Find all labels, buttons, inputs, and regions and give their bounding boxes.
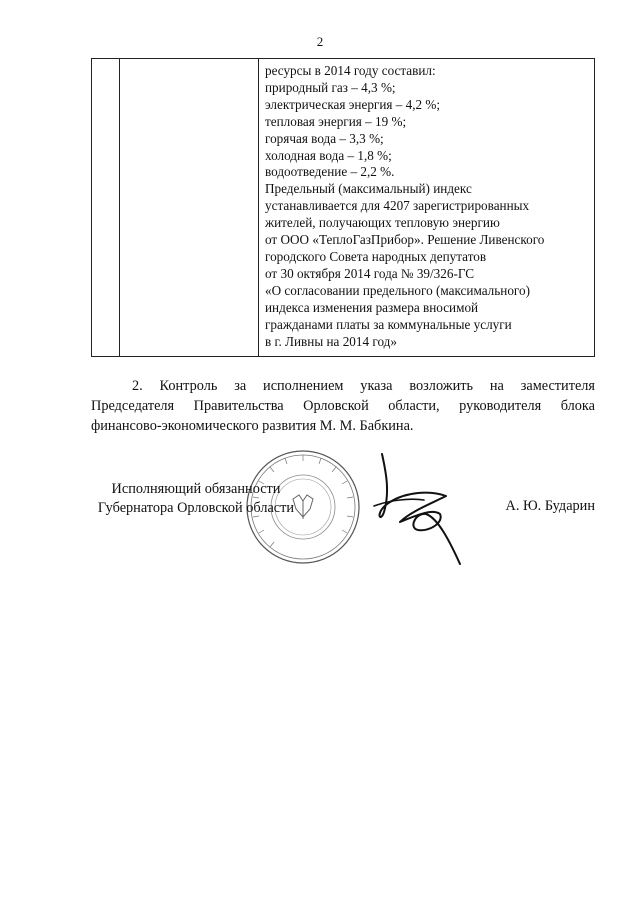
table-column-divider	[258, 59, 259, 356]
table-line: от 30 октября 2014 года № 39/326-ГС	[265, 265, 475, 281]
table-cell-description	[265, 63, 595, 350]
position-line: Губернатора Орловской области	[97, 500, 295, 516]
table-line: холодная вода – 1,8 %;	[265, 147, 392, 163]
page-number: 2	[316, 34, 324, 49]
signatory-position	[91, 480, 301, 518]
table-line: в г. Ливны на 2014 год»	[265, 333, 397, 349]
table-line: «О согласовании предельного (максимального)	[265, 282, 530, 298]
table-line: водоотведение – 2,2 %.	[265, 164, 395, 180]
handwritten-signature	[360, 452, 470, 567]
table-line: электрическая энергия – 4,2 %;	[265, 96, 441, 112]
table-line: индекса изменения размера вносимой	[265, 299, 479, 315]
table-line: устанавливается для 4207 зарегистрированных	[265, 198, 530, 214]
paragraph-line: финансово-экономического развития М. М. Бабкина.	[91, 418, 414, 434]
table-line: тепловая энергия – 19 %;	[265, 113, 407, 129]
signatory-name: А. Ю. Бударин	[505, 498, 595, 514]
paragraph-line: 2. Контроль за исполнением указа возложить на заместителя	[132, 378, 595, 394]
table-line: гражданами платы за коммунальные услуги	[265, 316, 512, 332]
table-line: Предельный (максимальный) индекс	[265, 181, 472, 197]
continuation-table	[91, 58, 595, 357]
table-line: природный газ – 4,3 %;	[265, 79, 396, 95]
decree-paragraph	[91, 376, 595, 436]
table-line: городского Совета народных депутатов	[265, 248, 487, 264]
table-line: горячая вода – 3,3 %;	[265, 130, 384, 146]
paragraph-line: Председателя Правительства Орловской области, руководителя блока	[91, 398, 595, 414]
table-line: жителей, получающих тепловую энергию	[265, 215, 500, 231]
table-line: от ООО «ТеплоГазПрибор». Решение Ливенского	[265, 232, 545, 248]
table-line: ресурсы в 2014 году составил:	[265, 63, 436, 78]
table-column-divider	[119, 59, 120, 356]
position-line: Исполняющий обязанности	[111, 481, 281, 497]
